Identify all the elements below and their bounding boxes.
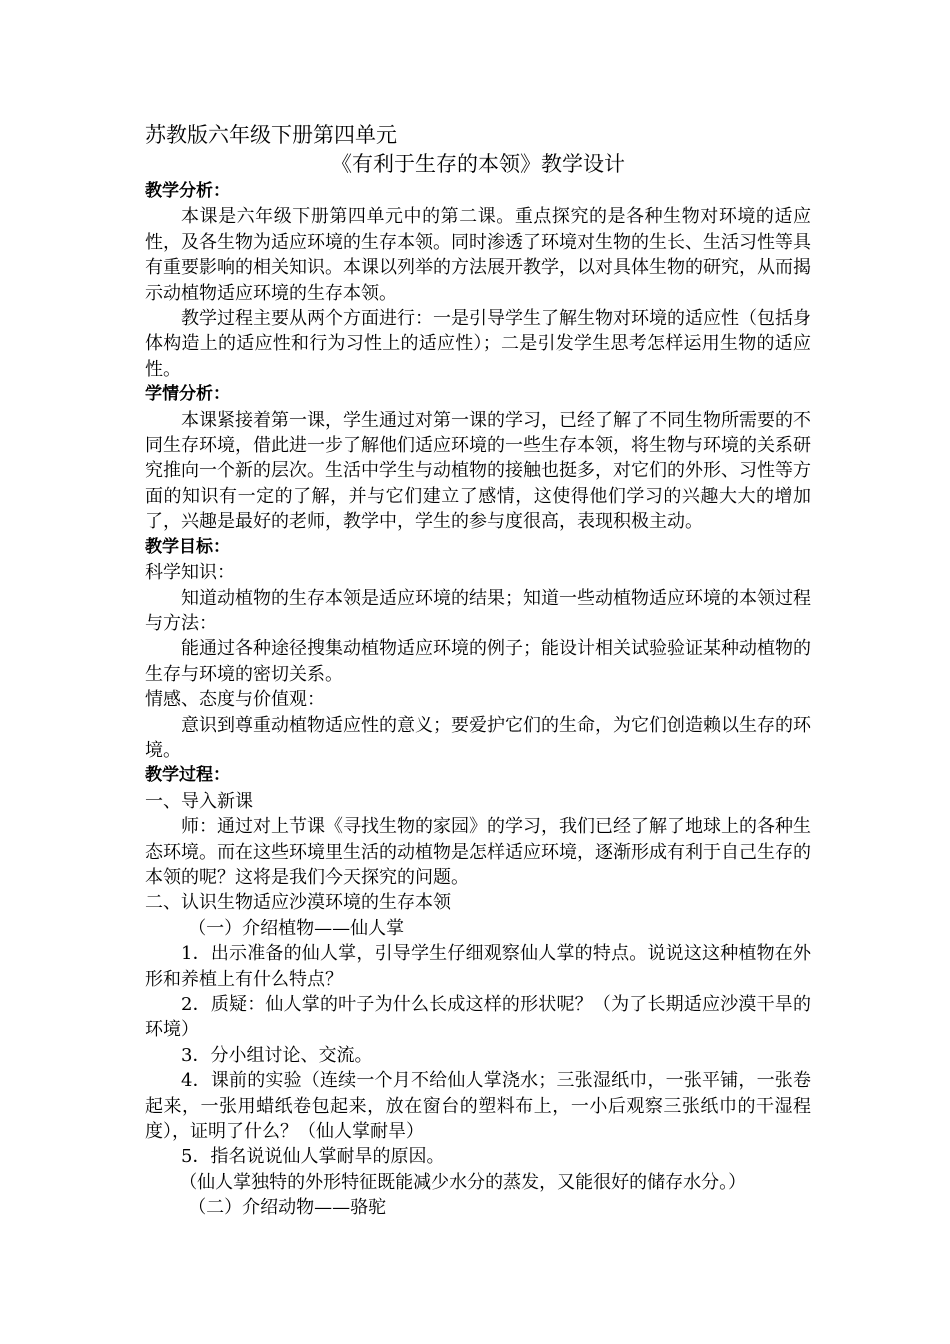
paragraph: 能通过各种途径搜集动植物适应环境的例子；能设计相关试验验证某种动植物的生存与环境的密切关系。: [145, 638, 811, 685]
paragraph: 知道动植物的生存本领是适应环境的结果；知道一些动植物适应环境的本领过程与方法：: [145, 587, 811, 634]
paragraph: 教学过程主要从两个方面进行：一是引导学生了解生物对环境的适应性（包括身体构造上的适应性和行为习性上的适应性）；二是引发学生思考怎样运用生物的适应性。: [145, 308, 811, 380]
section-heading-teaching-goals: 教学目标：: [145, 536, 230, 557]
document-body: [145, 121, 811, 1221]
section-heading-teaching-process: 教学过程：: [145, 765, 230, 786]
step-heading-desert: 二、认识生物适应沙漠环境的生存本领: [145, 892, 451, 914]
note-text: （仙人掌独特的外形特征既能减少水分的蒸发，又能很好的储存水分。）: [179, 1171, 747, 1193]
part-heading-camel: （二）介绍动物——骆驼: [188, 1197, 387, 1219]
list-item: 5．指名说说仙人掌耐旱的原因。: [181, 1146, 445, 1168]
section-heading-teaching-analysis: 教学分析：: [145, 181, 230, 201]
section-heading-student-analysis: 学情分析：: [145, 384, 230, 405]
list-item: 1．出示准备的仙人掌，引导学生仔细观察仙人掌的特点。说说这这种植物在外形和养植上有什么特点？: [145, 943, 811, 990]
list-item: 2．质疑：仙人掌的叶子为什么长成这样的形状呢？（为了长期适应沙漠干旱的环境）: [145, 994, 811, 1041]
paragraph: 本课紧接着第一课，学生通过对第一课的学习，已经了解了不同生物所需要的不同生存环境，借此进一步了解他们适应环境的一些生存本领，将生物与环境的关系研究推向一个新的层次。生活中学生与动植物的接触也挺多，对它们的外形、习性等方面的知识有一定的了解，并与它们建立了感情，这使得他们学习的兴趣大大的增加了，兴趣是最好的老师，教学中，学生的参与度很高，表现积极主动。: [145, 409, 811, 533]
list-item: 4．课前的实验（连续一个月不给仙人掌浇水；三张湿纸巾，一张平铺，一张卷起来，一张用蜡纸卷包起来，放在窗台的塑料布上，一小后观察三张纸巾的干湿程度），证明了什么？（仙人掌耐旱）: [145, 1070, 811, 1143]
paragraph: 师：通过对上节课《寻找生物的家园》的学习，我们已经了解了地球上的各种生态环境。而在这些环境里生活的动植物是怎样适应环境，逐渐形成有利于自己生存的本领的呢？这将是我们今天探究的问题。: [145, 816, 811, 888]
subheading-science-knowledge: 科学知识：: [145, 562, 235, 584]
paragraph: 意识到尊重动植物适应性的意义；要爱护它们的生命，为它们创造赖以生存的环境。: [145, 714, 811, 761]
list-item: 3．分小组讨论、交流。: [181, 1044, 373, 1066]
document-title-lesson: 《有利于生存的本领》教学设计: [331, 152, 625, 176]
part-heading-cactus: （一）介绍植物——仙人掌: [188, 917, 405, 939]
step-heading-intro: 一、导入新课: [145, 790, 253, 812]
subheading-emotion-values: 情感、态度与价值观：: [145, 689, 325, 711]
document-title-unit: 苏教版六年级下册第四单元: [145, 123, 397, 147]
paragraph: 本课是六年级下册第四单元中的第二课。重点探究的是各种生物对环境的适应性，及各生物为适应环境的生存本领。同时渗透了环境对生物的生长、生活习性等具有重要影响的相关知识。本课以列举的方法展开教学，以对具体生物的研究，从而揭示动植物适应环境的生存本领。: [145, 206, 811, 304]
